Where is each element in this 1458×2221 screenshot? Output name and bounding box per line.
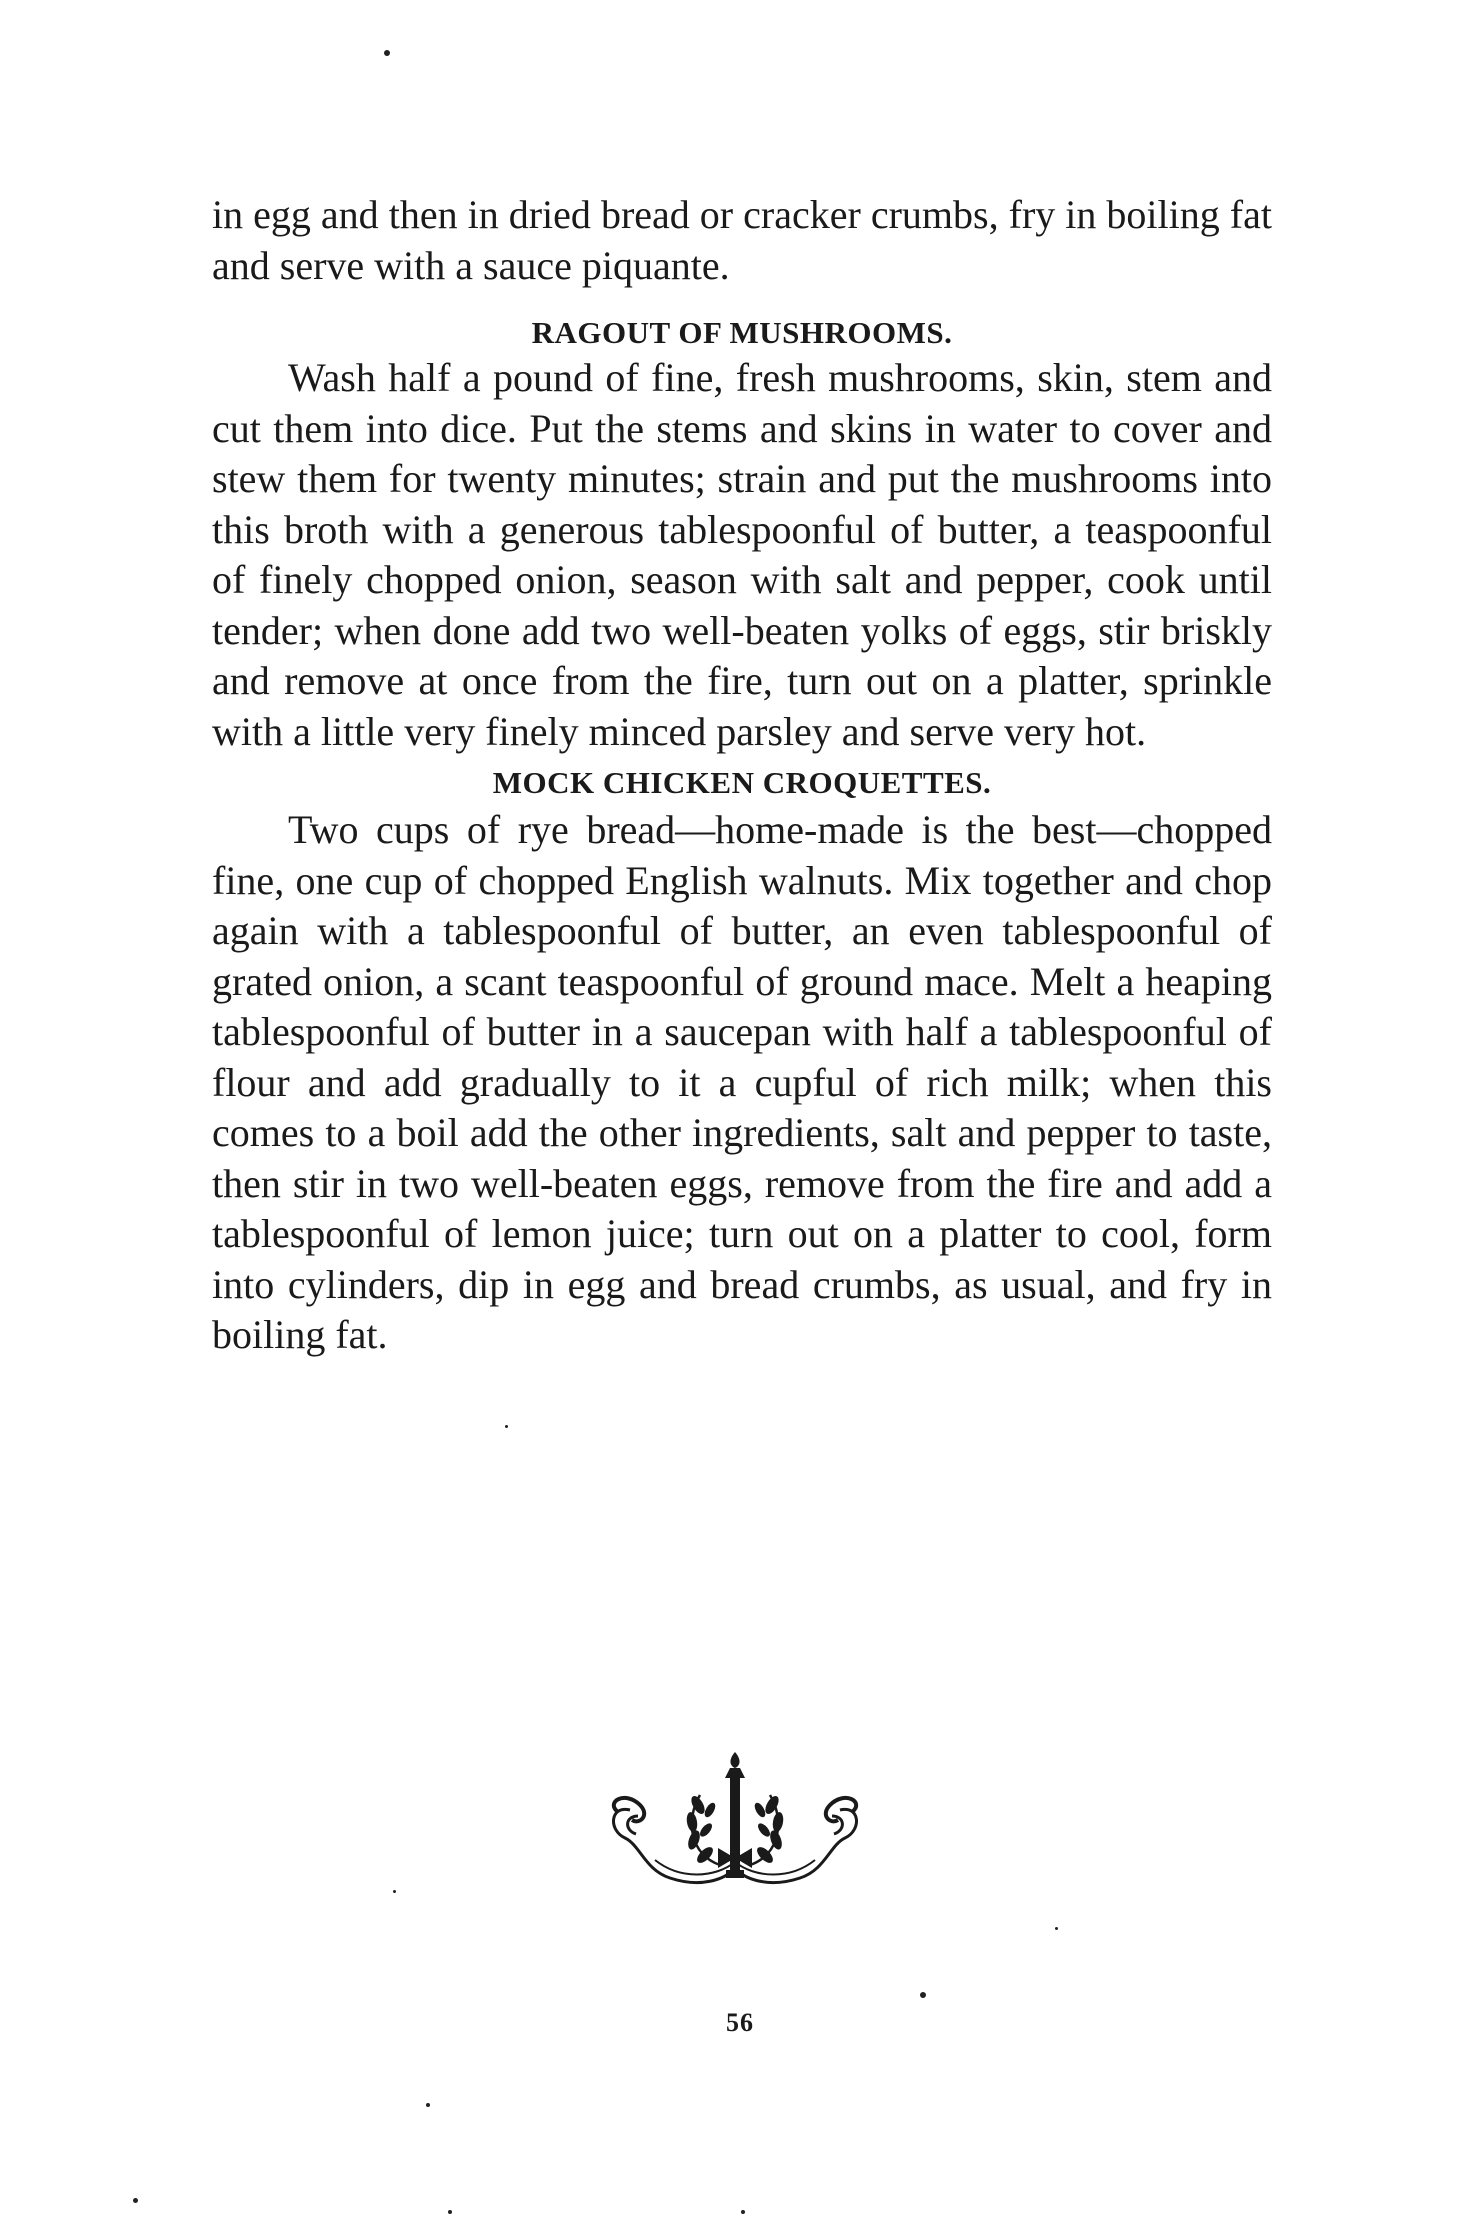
section-heading-ragout: RAGOUT OF MUSHROOMS. (531, 315, 953, 350)
scan-speck (741, 2210, 745, 2214)
intro-paragraph: in egg and then in dried bread or cracker crumbs, fry in boiling fat and serve with a sauce piquante. (212, 192, 1272, 288)
scan-speck (448, 2210, 452, 2214)
scan-speck (1055, 1927, 1058, 1930)
section-heading-croquettes: MOCK CHICKEN CROQUETTES. (492, 765, 992, 800)
scan-speck (133, 2198, 138, 2203)
scan-speck (426, 2103, 430, 2107)
section-body-croquettes: Two cups of rye bread—home-made is the best—chopped fine, one cup of chopped English walnuts. Mix together and chop again with a tablespoonful of butter, an even tablespoonful of grated onion, a scant teaspoonful of ground mace. Melt a heaping tablespoonful of butter in a saucepan with half a tablespoonful of flour and add gradually to it a cupful of rich milk; when this comes to a boil add the other ingredients, salt and pepper to taste, then stir in two well-beaten eggs, remove from the fire and add a tablespoonful of lemon juice; turn out on a platter to cool, form into cylinders, dip in egg and bread crumbs, as usual, and fry in boiling fat. (212, 807, 1272, 1357)
torch-wreath-ribbon-ornament-icon (600, 1750, 870, 1900)
scan-speck (384, 50, 390, 56)
page-body (212, 190, 1272, 1361)
section-body-ragout: Wash half a pound of fine, fresh mushrooms, skin, stem and cut them into dice. Put the stems and skins in water to cover and stew them for twenty minutes; strain and put the mushrooms into this broth with a generous tablespoonful of butter, a teaspoonful of finely chopped onion, season with salt and pepper, cook until tender; when done add two well-beaten yolks of eggs, stir briskly and remove at once from the fire, turn out on a platter, sprinkle with a little very finely minced parsley and serve very hot. (212, 355, 1272, 754)
page-number: 56 (726, 2008, 754, 2037)
scan-speck (920, 1992, 926, 1998)
scan-speck (505, 1425, 508, 1428)
scan-speck (393, 1890, 396, 1893)
